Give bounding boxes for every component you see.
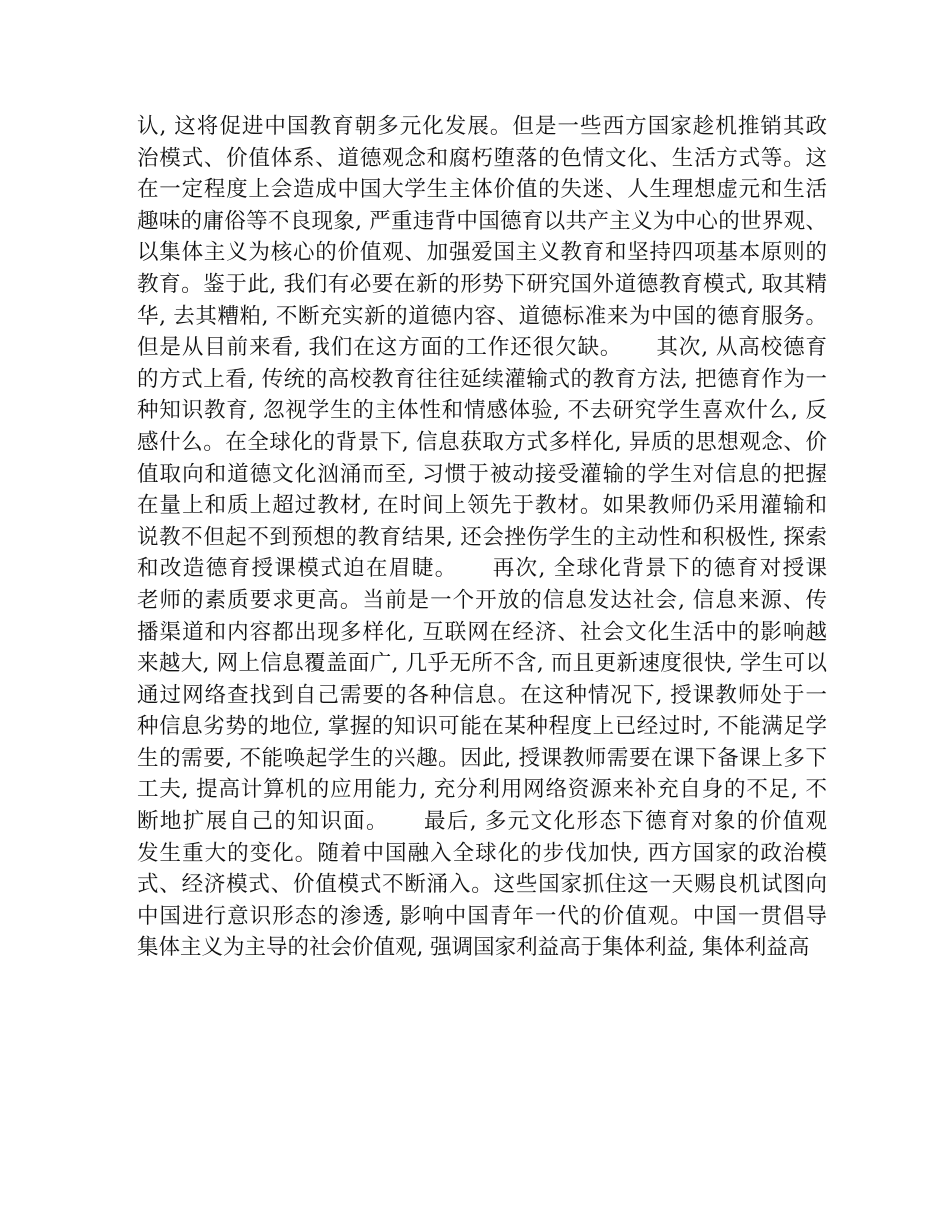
- text-line: 在一定程度上会造成中国大学生主体价值的失迷、人生理想虚元和生活: [137, 177, 827, 203]
- text-line: 华, 去其糟粕, 不断充实新的道德内容、道德标准来为中国的德育服务。: [137, 303, 827, 329]
- text-line: 老师的素质要求更高。当前是一个开放的信息发达社会, 信息来源、传: [137, 587, 827, 613]
- text-line: 感什么。在全球化的背景下, 信息获取方式多样化, 异质的思想观念、价: [137, 429, 827, 455]
- text-line: 断地扩展自己的知识面。 最后, 多元文化形态下德育对象的价值观: [137, 809, 827, 835]
- text-line: 教育。鉴于此, 我们有必要在新的形势下研究国外道德教育模式, 取其精: [137, 271, 827, 297]
- text-line: 集体主义为主导的社会价值观, 强调国家利益高于集体利益, 集体利益高: [137, 935, 810, 961]
- text-line: 的方式上看, 传统的高校教育往往延续灌输式的教育方法, 把德育作为一: [137, 366, 827, 392]
- text-line: 中国进行意识形态的渗透, 影响中国青年一代的价值观。中国一贯倡导: [137, 903, 827, 929]
- text-line: 在量上和质上超过教材, 在时间上领先于教材。如果教师仍采用灌输和: [137, 493, 827, 519]
- text-line: 趣味的庸俗等不良现象, 严重违背中国德育以共产主义为中心的世界观、: [137, 208, 827, 234]
- body-text: [137, 111, 827, 964]
- text-line: 种知识教育, 忽视学生的主体性和情感体验, 不去研究学生喜欢什么, 反: [137, 398, 827, 424]
- text-line: 播渠道和内容都出现多样化, 互联网在经济、社会文化生活中的影响越: [137, 619, 827, 645]
- text-line: 种信息劣势的地位, 掌握的知识可能在某种程度上已经过时, 不能满足学: [137, 714, 827, 740]
- text-line: 认, 这将促进中国教育朝多元化发展。但是一些西方国家趁机推销其政: [137, 114, 827, 139]
- text-line: 说教不但起不到预想的教育结果, 还会挫伤学生的主动性和积极性, 探索: [137, 524, 827, 550]
- text-line: 来越大, 网上信息覆盖面广, 几乎无所不含, 而且更新速度很快, 学生可以: [137, 651, 827, 677]
- text-line: 生的需要, 不能唤起学生的兴趣。因此, 授课教师需要在课下备课上多下: [137, 745, 827, 771]
- text-line: 式、经济模式、价值模式不断涌入。这些国家抓住这一天赐良机试图向: [137, 872, 827, 898]
- text-line: 以集体主义为核心的价值观、加强爱国主义教育和坚持四项基本原则的: [137, 240, 827, 266]
- text-line: 通过网络查找到自己需要的各种信息。在这种情况下, 授课教师处于一: [137, 682, 827, 708]
- text-line: 治模式、价值体系、道德观念和腐朽堕落的色情文化、生活方式等。这: [137, 145, 827, 171]
- text-line: 和改造德育授课模式迫在眉睫。 再次, 全球化背景下的德育对授课: [137, 556, 827, 582]
- text-line: 但是从目前来看, 我们在这方面的工作还很欠缺。 其次, 从高校德育: [137, 335, 827, 361]
- text-line: 值取向和道德文化汹涌而至, 习惯于被动接受灌输的学生对信息的把握: [137, 461, 827, 487]
- text-line: 发生重大的变化。随着中国融入全球化的步伐加快, 西方国家的政治模: [137, 840, 827, 866]
- text-line: 工夫, 提高计算机的应用能力, 充分利用网络资源来补充自身的不足, 不: [137, 777, 827, 803]
